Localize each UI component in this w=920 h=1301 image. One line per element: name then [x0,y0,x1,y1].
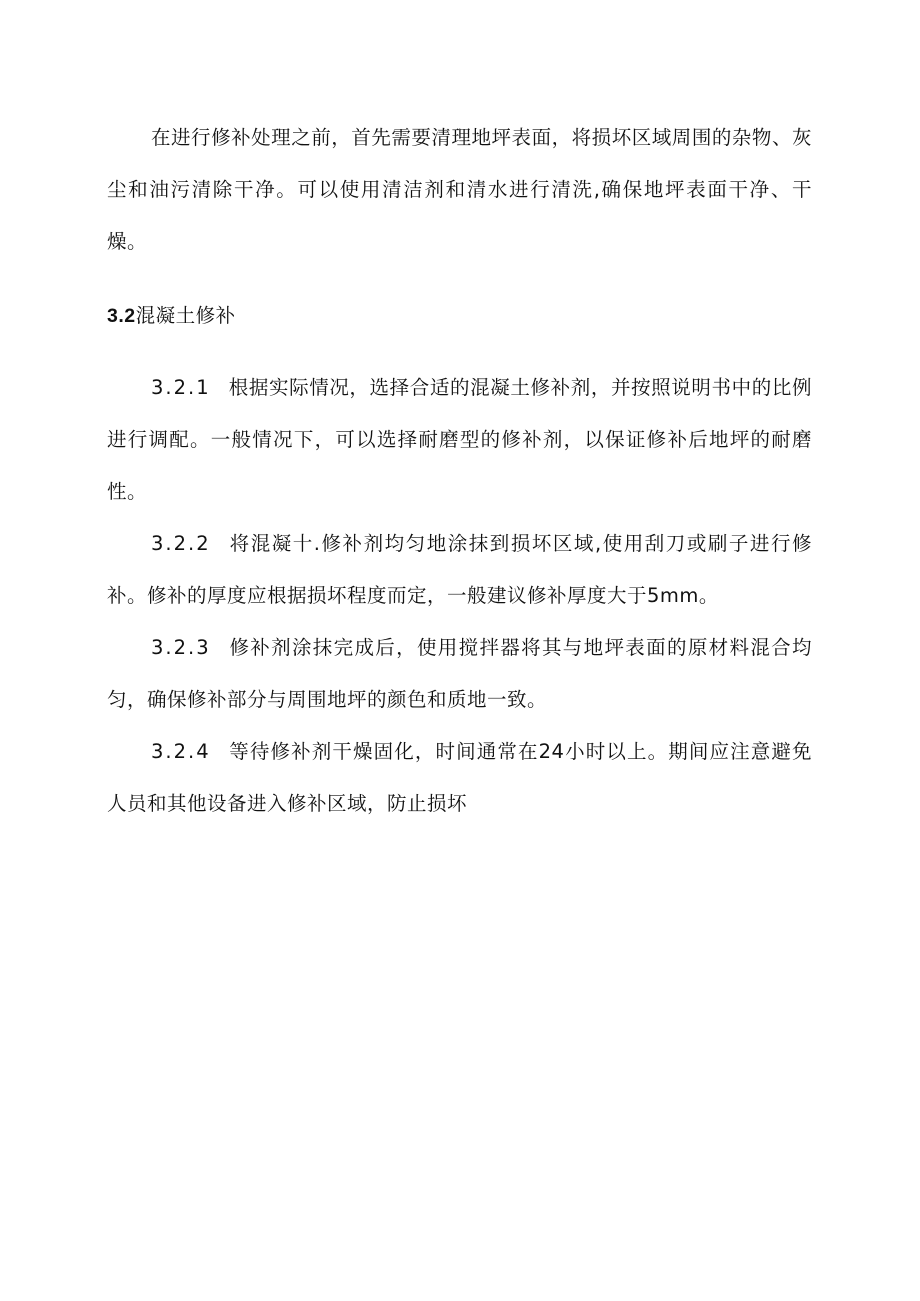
clause-text: 将混凝十.修补剂均匀地涂抹到损坏区域,使用刮刀或刷子进行修补。修补的厚度应根据损坏程度而定，一般建议修补厚度大于5mm。 [107,532,812,607]
clause-number: 3.2.4 [151,740,211,763]
clause-number: 3.2.2 [151,532,211,555]
clause-paragraph [107,622,812,726]
clause-paragraph [107,726,812,830]
section-number: 3.2 [107,305,136,327]
document-body [107,112,812,830]
clause-text: 根据实际情况，选择合适的混凝土修补剂，并按照说明书中的比例进行调配。一般情况下，可以选择耐磨型的修补剂，以保证修补后地坪的耐磨性。 [107,376,812,503]
section-heading [107,294,812,338]
clause-number: 3.2.3 [151,636,211,659]
clause-number: 3.2.1 [151,376,211,399]
section-title: 混凝土修补 [135,304,236,327]
clause-paragraph [107,518,812,622]
clause-text: 修补剂涂抹完成后，使用搅拌器将其与地坪表面的原材料混合均匀，确保修补部分与周围地坪的颜色和质地一致。 [107,636,812,711]
clause-text: 等待修补剂干燥固化，时间通常在24小时以上。期间应注意避免人员和其他设备进入修补区域，防止损坏 [107,740,812,815]
clause-paragraph [107,362,812,518]
intro-paragraph: 在进行修补处理之前，首先需要清理地坪表面，将损坏区域周围的杂物、灰尘和油污清除干净。可以使用清洁剂和清水进行清洗,确保地坪表面干净、干燥。 [107,126,812,253]
